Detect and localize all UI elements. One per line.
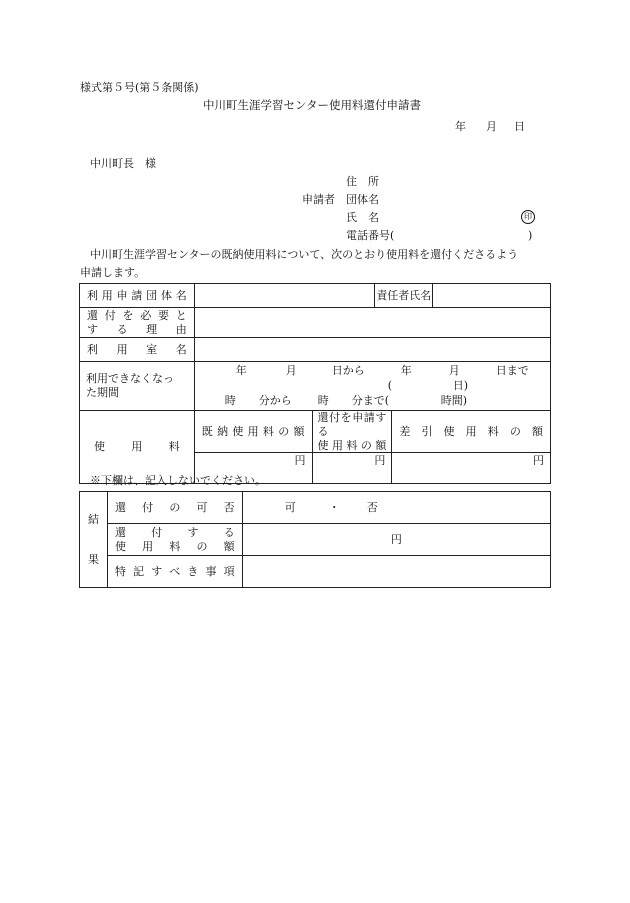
group-name-header: 利用申請団体名	[80, 284, 195, 308]
date-month-label: 月	[486, 120, 497, 133]
room-header: 利用室名	[80, 338, 195, 362]
refund-amount-field[interactable]: 円	[242, 524, 550, 556]
responsible-person-field[interactable]	[433, 284, 551, 308]
result-header: 結 果	[80, 492, 108, 588]
seal-icon: 印	[521, 210, 535, 224]
refund-fee-field[interactable]: 円	[312, 453, 392, 484]
paid-fee-header: 既納使用料の額	[194, 411, 312, 453]
body-text-line1: 中川町生涯学習センターの既納使用料について、次のとおり使用料を還付くださるよう	[90, 248, 519, 261]
date-year-label: 年	[455, 120, 466, 133]
form-number: 様式第５号(第５条関係)	[80, 81, 199, 94]
application-table	[79, 283, 551, 487]
address-label: 住 所	[346, 175, 379, 188]
form-title: 中川町生涯学習センター使用料還付申請書	[203, 98, 422, 112]
body-text-line2: 申請します。	[80, 266, 146, 279]
group-name-label: 団体名	[346, 193, 379, 206]
result-table	[79, 491, 551, 588]
phone-close-paren: )	[528, 229, 533, 242]
refund-amount-header: 還付する 使用料の額	[107, 524, 242, 556]
group-name-field[interactable]	[194, 284, 375, 308]
addressee: 中川町長 様	[90, 157, 156, 170]
office-use-note: ※下欄は、記入しないでください。	[90, 474, 266, 487]
date-day-label: 日	[514, 120, 525, 133]
difference-fee-field[interactable]: 円	[392, 453, 551, 484]
refund-reason-field[interactable]	[194, 308, 550, 338]
special-notes-field[interactable]	[242, 556, 550, 588]
special-notes-header: 特記すべき事項	[107, 556, 242, 588]
refund-reason-header: 還付を必要と する理由	[80, 308, 195, 338]
refund-fee-header: 還付を申請する 使用料の額	[312, 411, 392, 453]
room-field[interactable]	[194, 338, 550, 362]
refund-approval-header: 還付の可否	[107, 492, 242, 524]
phone-label: 電話番号(	[346, 229, 395, 242]
name-label: 氏 名	[346, 211, 379, 224]
refund-approval-field[interactable]: 可 ・ 否	[242, 492, 550, 524]
responsible-person-header: 責任者氏名	[375, 284, 433, 308]
paid-fee-field[interactable]: 円	[194, 453, 312, 484]
fee-header: 使用料	[80, 411, 195, 484]
unavailable-period-field[interactable]: 年 月 日から 年 月 日まで ( 日) 時 分から 時 分まで( 時間)	[194, 362, 550, 411]
unavailable-period-header: 利用できなくなっ た期間	[80, 362, 195, 411]
difference-fee-header: 差引使用料の額	[392, 411, 551, 453]
applicant-role-label: 申請者	[302, 193, 335, 206]
